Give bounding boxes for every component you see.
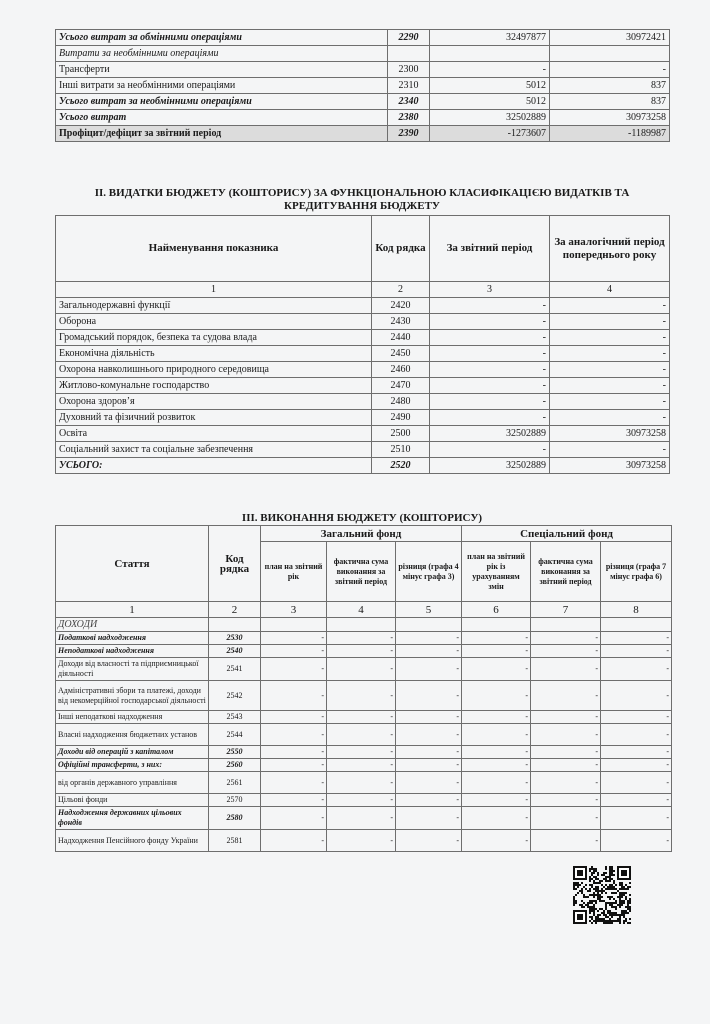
row-code: 2560 [209,759,261,772]
table-row [56,658,672,681]
row-value: - [531,658,601,681]
row-previous: -1189987 [550,126,670,142]
row-value: - [261,681,327,711]
row-value: - [396,794,462,807]
row-value: - [601,632,672,645]
row-name: Охорона здоров’я [56,394,372,410]
section3-title: III. ВИКОНАННЯ БЮДЖЕТУ (КОШТОРИСУ) [241,512,483,524]
row-name: Доходи від операцій з капіталом [56,746,209,759]
table-row [56,681,672,711]
subheader-plan: план на звітний рік [261,542,327,602]
table-row [56,346,670,362]
row-value: - [462,681,531,711]
row-value: - [327,658,396,681]
row-value: - [327,794,396,807]
table-row [56,314,670,330]
row-code: 2541 [209,658,261,681]
row-value: - [396,724,462,746]
row-code: 2460 [372,362,430,378]
row-value: - [601,658,672,681]
row-current: 32502889 [430,458,550,474]
row-code: 2530 [209,632,261,645]
row-name: Інші витрати за необмінними операціями [56,78,388,94]
row-value: - [531,794,601,807]
row-code: 2490 [372,410,430,426]
row-value: - [261,711,327,724]
row-value: - [531,807,601,830]
row-value: - [531,772,601,794]
table-row [56,410,670,426]
table-row [56,711,672,724]
table-row [56,830,672,852]
row-value: - [396,746,462,759]
row-value: - [396,759,462,772]
row-value: - [601,794,672,807]
row-previous: - [550,442,670,458]
qr-code-icon [573,866,631,924]
header-name: Найменування показника [56,216,372,282]
row-current: - [430,298,550,314]
row-current [430,46,550,62]
row-value: - [396,807,462,830]
table-row [56,759,672,772]
header-article: Стаття [56,526,209,602]
row-value: - [327,645,396,658]
row-value: - [327,632,396,645]
row-current: - [430,314,550,330]
row-value: - [462,794,531,807]
row-value: - [261,645,327,658]
row-value: - [261,658,327,681]
row-value: - [396,658,462,681]
row-current: - [430,362,550,378]
row-value: - [396,681,462,711]
row-name: Витрати за необмінними операціями [56,46,388,62]
row-code: 2450 [372,346,430,362]
table-row [56,126,670,142]
row-current: - [430,442,550,458]
table-row [56,458,670,474]
table-row [56,632,672,645]
row-current: -1273607 [430,126,550,142]
row-previous: - [550,378,670,394]
table-row [56,645,672,658]
row-name: Економічна діяльність [56,346,372,362]
row-code: 2470 [372,378,430,394]
header-current: За звітний період [430,216,550,282]
index-row: 1 2 3 4 5 6 7 8 [56,602,672,618]
row-code: 2390 [388,126,430,142]
row-value: - [462,645,531,658]
row-current: - [430,410,550,426]
row-value: - [261,830,327,852]
row-current: - [430,62,550,78]
row-name: Цільові фонди [56,794,209,807]
row-code: 2540 [209,645,261,658]
row-previous: - [550,346,670,362]
header-previous: За аналогічний період попереднього року [550,216,670,282]
table-row [56,110,670,126]
functional-classification-table [55,215,670,474]
row-value: - [261,794,327,807]
row-value: - [601,759,672,772]
row-code: 2581 [209,830,261,852]
row-value: - [462,807,531,830]
row-value: - [396,772,462,794]
row-value: - [462,772,531,794]
subheader-plan-adjusted: план на звітний рік із урахуванням змін [462,542,531,602]
row-previous [550,46,670,62]
row-code: 2570 [209,794,261,807]
row-value: - [462,658,531,681]
row-value: - [601,711,672,724]
table-row [56,330,670,346]
subheader-actual: фактична сума виконання за звітний період [327,542,396,602]
row-name: Податкові надходження [56,632,209,645]
row-value: - [531,711,601,724]
row-value: - [261,632,327,645]
row-value: - [327,772,396,794]
table-row [56,442,670,458]
row-previous: 30973258 [550,458,670,474]
row-current: - [430,394,550,410]
row-code: 2290 [388,30,430,46]
row-value: - [462,711,531,724]
row-name: Загальнодержавні функції [56,298,372,314]
subheader-diff: різниця (графа 4 мінус графа 3) [396,542,462,602]
table-row [56,94,670,110]
row-name: Житлово-комунальне господарство [56,378,372,394]
row-name: Адміністративні збори та платежі, доходи від некомерційної господарської діяльності [56,681,209,711]
row-name: Охорона навколишнього природного середовища [56,362,372,378]
row-current: - [430,330,550,346]
row-value: - [327,807,396,830]
row-name: Усього витрат [56,110,388,126]
group-label: ДОХОДИ [56,618,209,632]
table-row [56,46,670,62]
row-value: - [531,746,601,759]
row-name: Духовний та фізичний розвиток [56,410,372,426]
row-code: 2510 [372,442,430,458]
index-row: 1 2 3 4 [56,282,670,298]
row-code: 2550 [209,746,261,759]
table-row [56,378,670,394]
row-name: Надходження Пенсійного фонду України [56,830,209,852]
row-current: - [430,346,550,362]
table-row [56,772,672,794]
row-previous: 30972421 [550,30,670,46]
row-name: Освіта [56,426,372,442]
row-name: Неподаткові надходження [56,645,209,658]
table-row [56,794,672,807]
row-value: - [327,724,396,746]
table-row [56,298,670,314]
row-value: - [396,645,462,658]
table-row [56,78,670,94]
row-current: 32502889 [430,426,550,442]
table-row [56,394,670,410]
row-value: - [261,759,327,772]
header-code: Код рядка [209,526,261,602]
row-value: - [327,759,396,772]
row-code: 2542 [209,681,261,711]
section2-title: II. ВИДАТКИ БЮДЖЕТУ (КОШТОРИСУ) ЗА ФУНКЦІОНАЛЬНОЮ КЛАСИФІКАЦІЄЮ ВИДАТКІВ ТА КРЕДИТУВАННЯ БЮДЖЕТУ [94,187,630,212]
row-code: 2420 [372,298,430,314]
subheader-actual-special: фактична сума виконання за звітний період [531,542,601,602]
budget-execution-table [55,525,672,852]
row-name: Оборона [56,314,372,330]
row-value: - [261,724,327,746]
row-value: - [462,724,531,746]
row-value: - [327,830,396,852]
row-code: 2543 [209,711,261,724]
row-name: Власні надходження бюджетних установ [56,724,209,746]
row-code: 2340 [388,94,430,110]
row-value: - [261,772,327,794]
expenses-table [55,29,670,142]
row-code: 2380 [388,110,430,126]
group-row [56,618,672,632]
table-row [56,426,670,442]
row-value: - [462,746,531,759]
row-previous: 30973258 [550,110,670,126]
row-value: - [531,759,601,772]
header-code: Код рядка [372,216,430,282]
row-code: 2561 [209,772,261,794]
row-value: - [601,830,672,852]
row-previous: 30973258 [550,426,670,442]
row-name: Соціальний захист та соціальне забезпечення [56,442,372,458]
row-value: - [601,746,672,759]
row-code: 2430 [372,314,430,330]
row-previous: 837 [550,78,670,94]
row-code [388,46,430,62]
row-name: Громадський порядок, безпека та судова влада [56,330,372,346]
row-value: - [261,746,327,759]
row-previous: - [550,298,670,314]
row-value: - [261,807,327,830]
row-code: 2300 [388,62,430,78]
row-value: - [462,759,531,772]
row-name: Усього витрат за обмінними операціями [56,30,388,46]
row-value: - [601,724,672,746]
row-value: - [327,681,396,711]
table-row [56,362,670,378]
row-value: - [396,711,462,724]
row-value: - [327,746,396,759]
row-value: - [396,830,462,852]
table-row [56,724,672,746]
row-code: 2310 [388,78,430,94]
row-value: - [531,645,601,658]
row-current: 32497877 [430,30,550,46]
row-value: - [396,632,462,645]
row-code: 2480 [372,394,430,410]
row-value: - [327,711,396,724]
row-previous: 837 [550,94,670,110]
row-name: Профіцит/дефіцит за звітний період [56,126,388,142]
row-previous: - [550,62,670,78]
table-row [56,746,672,759]
row-previous: - [550,330,670,346]
row-value: - [601,772,672,794]
row-value: - [531,724,601,746]
row-name: Офіційні трансферти, з них: [56,759,209,772]
row-name: Усього витрат за необмінними операціями [56,94,388,110]
row-value: - [531,681,601,711]
row-value: - [601,681,672,711]
row-code: 2440 [372,330,430,346]
row-previous: - [550,314,670,330]
header-general-fund: Загальний фонд [261,526,462,542]
row-current: 5012 [430,94,550,110]
row-current: - [430,378,550,394]
row-value: - [531,632,601,645]
row-code: 2500 [372,426,430,442]
subheader-diff-special: різниця (графа 7 мінус графа 6) [601,542,672,602]
header-special-fund: Спеціальний фонд [462,526,672,542]
row-name: УСЬОГО: [56,458,372,474]
row-current: 32502889 [430,110,550,126]
row-code: 2580 [209,807,261,830]
row-code: 2520 [372,458,430,474]
table-row [56,62,670,78]
row-name: від органів державного управління [56,772,209,794]
row-name: Інші неподаткові надходження [56,711,209,724]
row-name: Доходи від власності та підприємницької діяльності [56,658,209,681]
row-previous: - [550,362,670,378]
row-value: - [601,645,672,658]
row-current: 5012 [430,78,550,94]
row-value: - [601,807,672,830]
row-name: Надходження державних цільових фондів [56,807,209,830]
row-value: - [462,632,531,645]
row-previous: - [550,394,670,410]
row-previous: - [550,410,670,426]
row-value: - [531,830,601,852]
table-row [56,30,670,46]
row-code: 2544 [209,724,261,746]
row-name: Трансферти [56,62,388,78]
table-row [56,807,672,830]
row-value: - [462,830,531,852]
